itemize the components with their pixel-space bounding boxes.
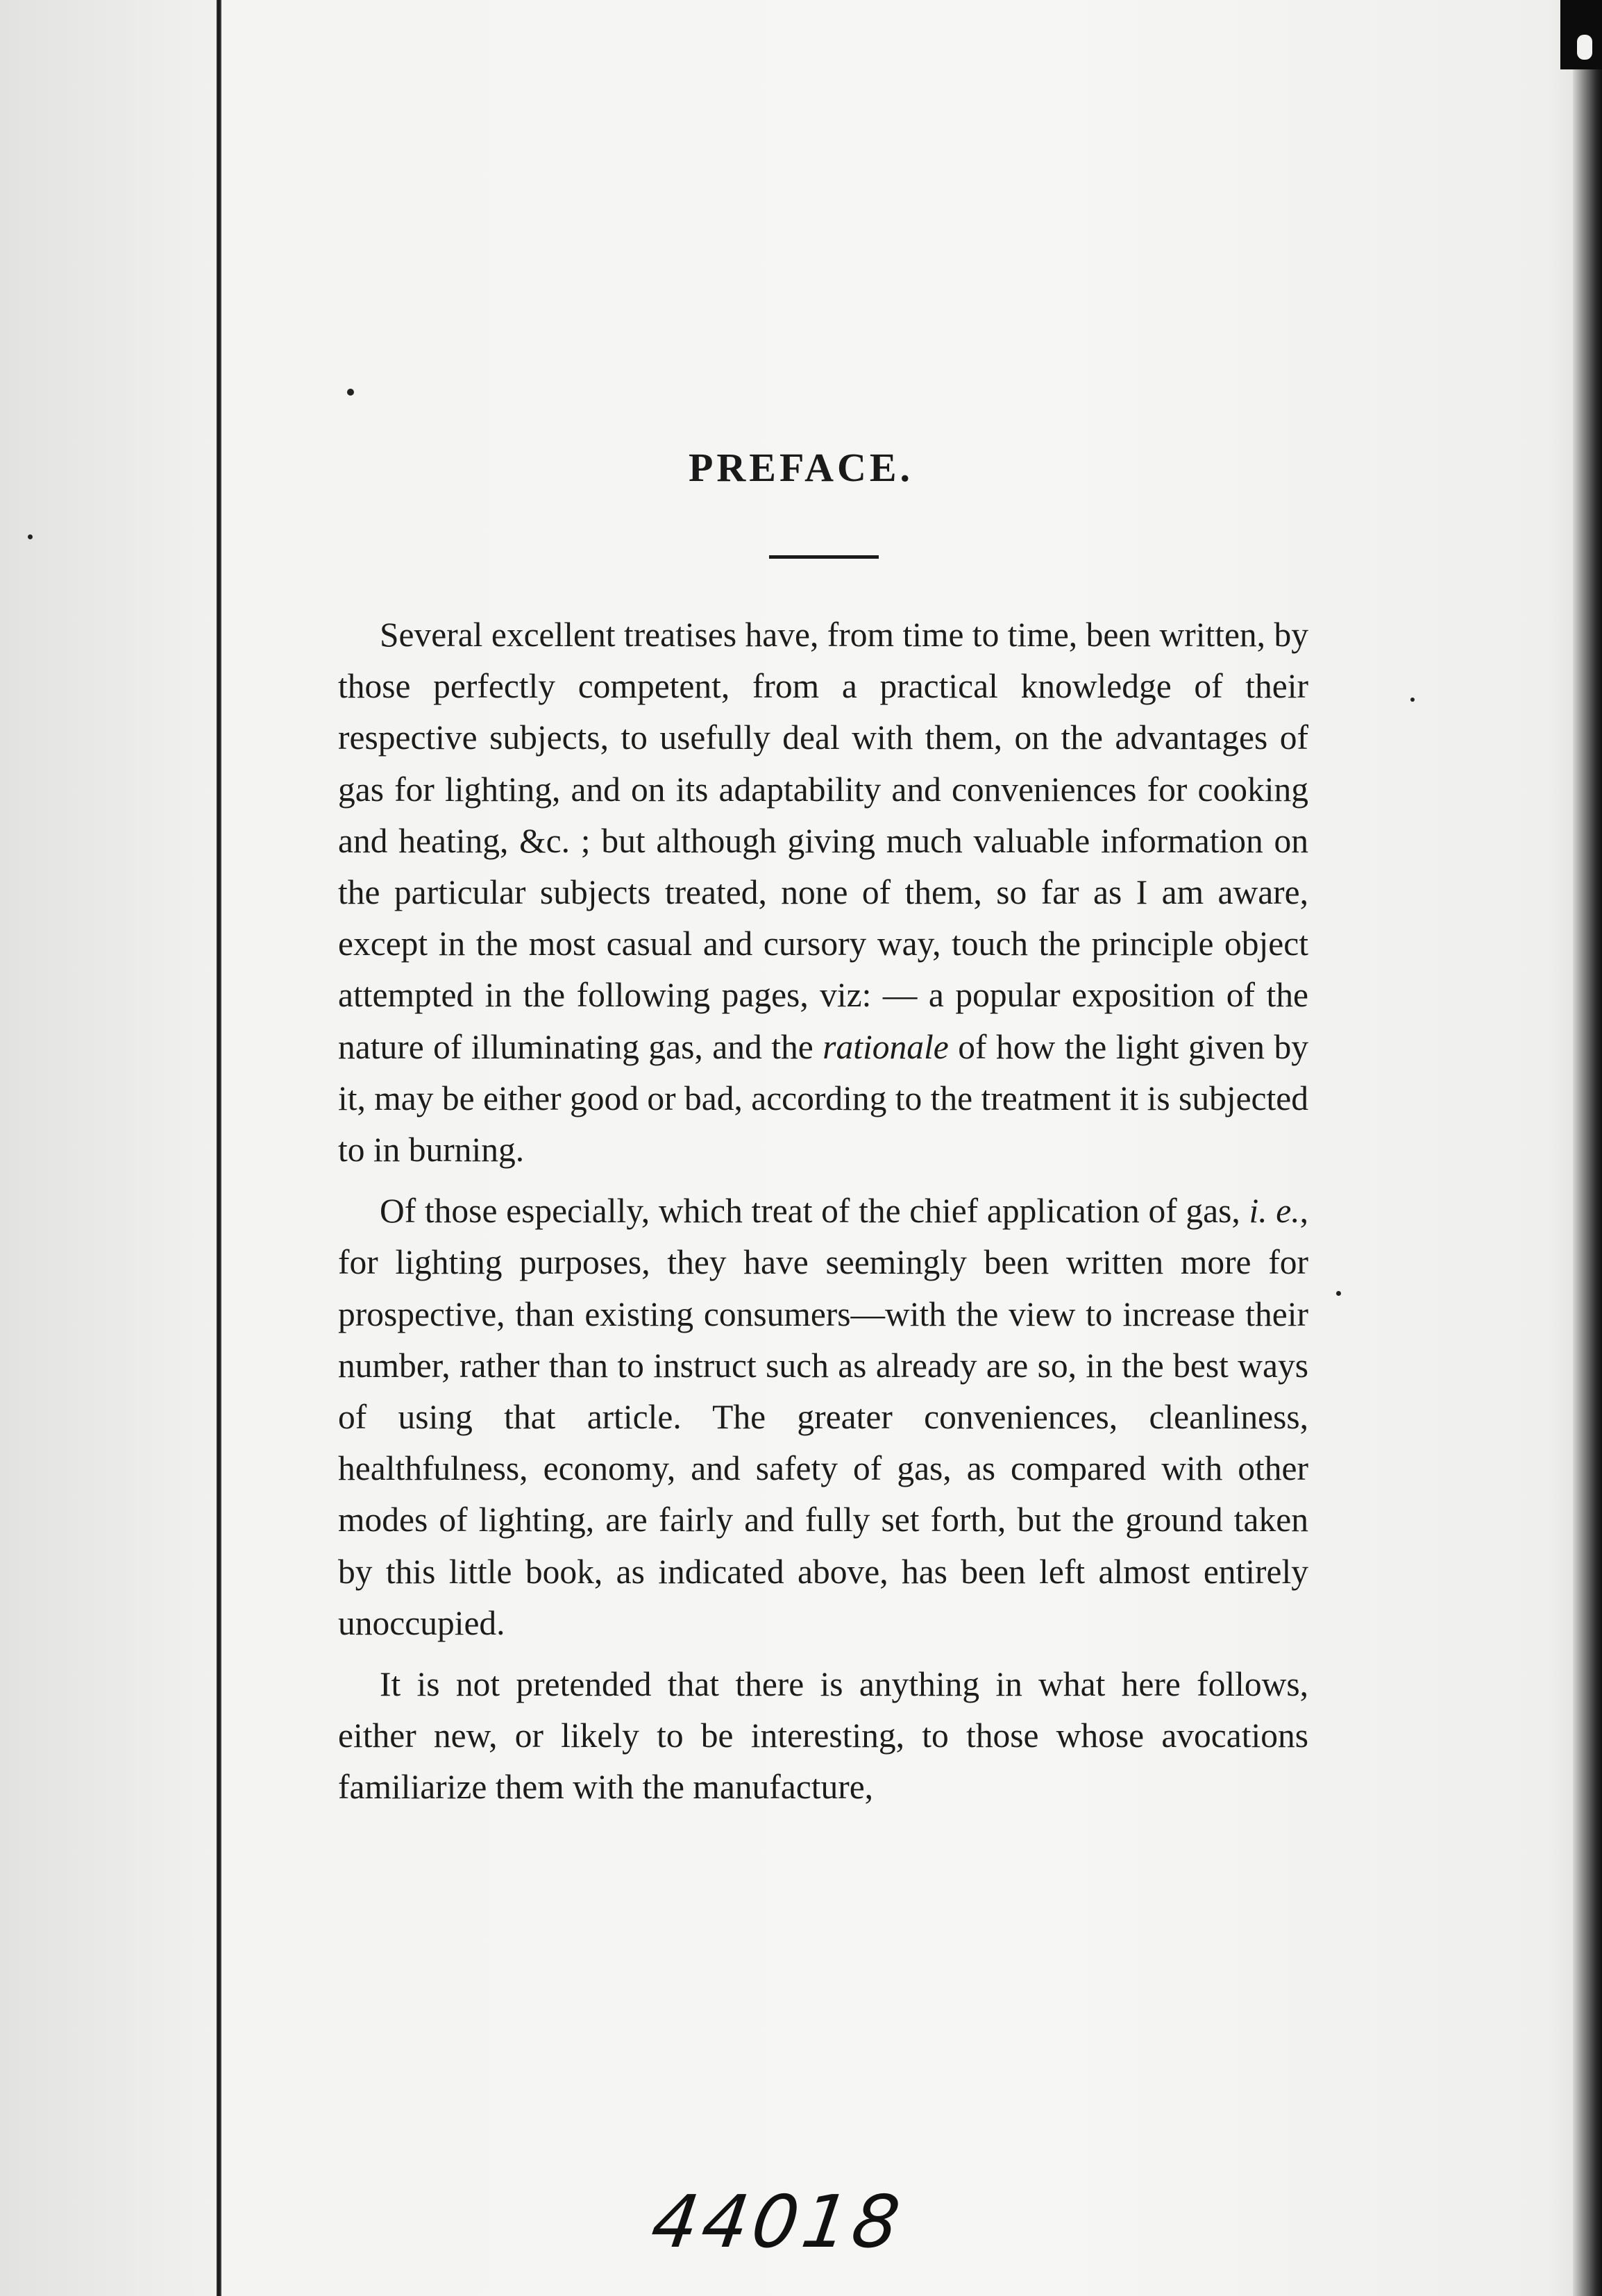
paragraph-3 [338, 1659, 1308, 1814]
binding-shadow [0, 0, 217, 2296]
page-right-edge [1573, 0, 1602, 2296]
binding-edge [217, 0, 221, 2296]
page-title: PREFACE. [688, 445, 914, 490]
paragraph-1-text: Several excellent treatises have, from time to time, been written, by those perfectly competent, from a practical knowledge of their respective subjects, to usefully deal with them, on the advantages of gas for lighting, and on its adaptability and conveniences for cooking and heating, &c. ; but although giving much valuable information on the particular subjects treated, none of them, so far as I am aware, except in the most casual and cursory way, touch the principle object attempted in the following pages, viz: — a popular exposition of the nature of illuminating gas, and the [338, 616, 1308, 1066]
paragraph-1-text-end: of how the light given by it, may be either good or bad, according to the treatment it is subjected to in burning. [338, 1027, 1309, 1170]
paragraph-2-italic: i. e. [1249, 1192, 1300, 1231]
paragraph-2-text: Of those especially, which treat of the chief application of gas, [380, 1192, 1249, 1231]
title-rule [769, 555, 879, 559]
ink-speck [1336, 1291, 1341, 1296]
ink-speck [28, 534, 33, 539]
handwritten-accession-number: 44018 [646, 2179, 909, 2264]
paragraph-2-text-end: , for lighting purposes, they have seemingly been written more for prospective, than existing consumers—with the view to increase their number, rather than to instruct such as already are so, in the best ways of using that article. The greater conveniences, cleanliness, healthfulness, economy, and safety of gas, as compared with other modes of lighting, are fairly and fully set forth, but the ground taken by this little book, as indicated above, has been left almost entirely unoccupied. [338, 1192, 1308, 1642]
paragraph-1 [338, 609, 1308, 1176]
corner-notch [1560, 0, 1602, 69]
paragraph-3-text: It is not pretended that there is anything in what here follows, either new, or likely to be interesting, to those whose avocations familiarize them with the manufacture, [338, 1665, 1308, 1807]
paragraph-1-italic: rationale [823, 1027, 949, 1066]
ink-speck [347, 389, 354, 396]
paragraph-2 [338, 1185, 1308, 1649]
preface-body [338, 609, 1308, 1823]
ink-speck [1410, 698, 1415, 702]
